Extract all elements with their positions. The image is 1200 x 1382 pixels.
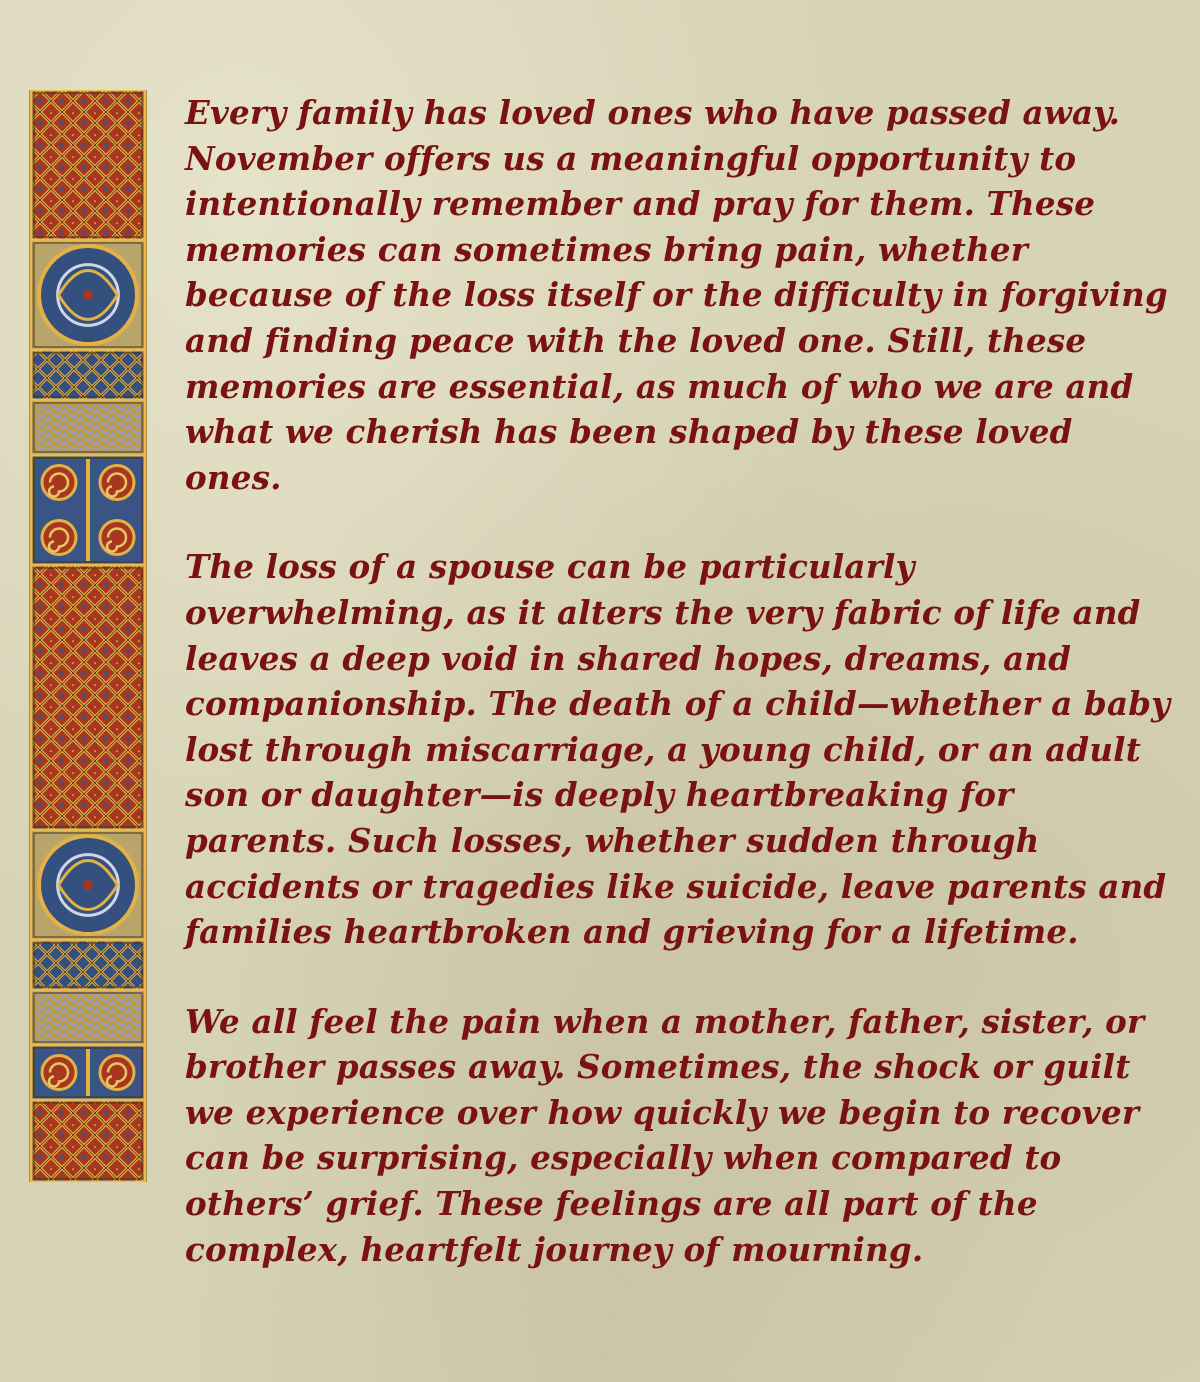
paragraph-2: The loss of a spouse can be particularly overwhelming, as it alters the very fabric of life and leaves a deep void in shared hopes, dreams, and companionship. The death of a child—whether a baby lost through miscarriage, a young child, or an adult son or daughter—is deeply heartbreaking for parents. Such losses, whether sudden through accidents or tragedies like suicide, leave parents and families heartbroken and grieving for a lifetime.	[185, 547, 1171, 952]
paragraph-1: Every family has loved ones who have passed away. November offers us a meaningful opportunity to intentionally remember and pray for them. These memories can sometimes bring pain, whether because of the loss itself or the difficulty in forgiving and finding peace with the loved one. Still, these memories are essential, as much of who we are and what we cherish has been shaped by these loved ones.	[185, 93, 1168, 497]
celtic-knotwork-border	[29, 90, 147, 1182]
paragraph-3: We all feel the pain when a mother, father, sister, or brother passes away. Sometimes, the shock or guilt we experience over how quickly we begin to recover can be surprising, especially when compared to others’ grief. These feelings are all part of the complex, heartfelt journey of mourning.	[185, 1001, 1145, 1269]
body-text	[185, 90, 1175, 1316]
celtic-knotwork-icon	[29, 90, 147, 1182]
